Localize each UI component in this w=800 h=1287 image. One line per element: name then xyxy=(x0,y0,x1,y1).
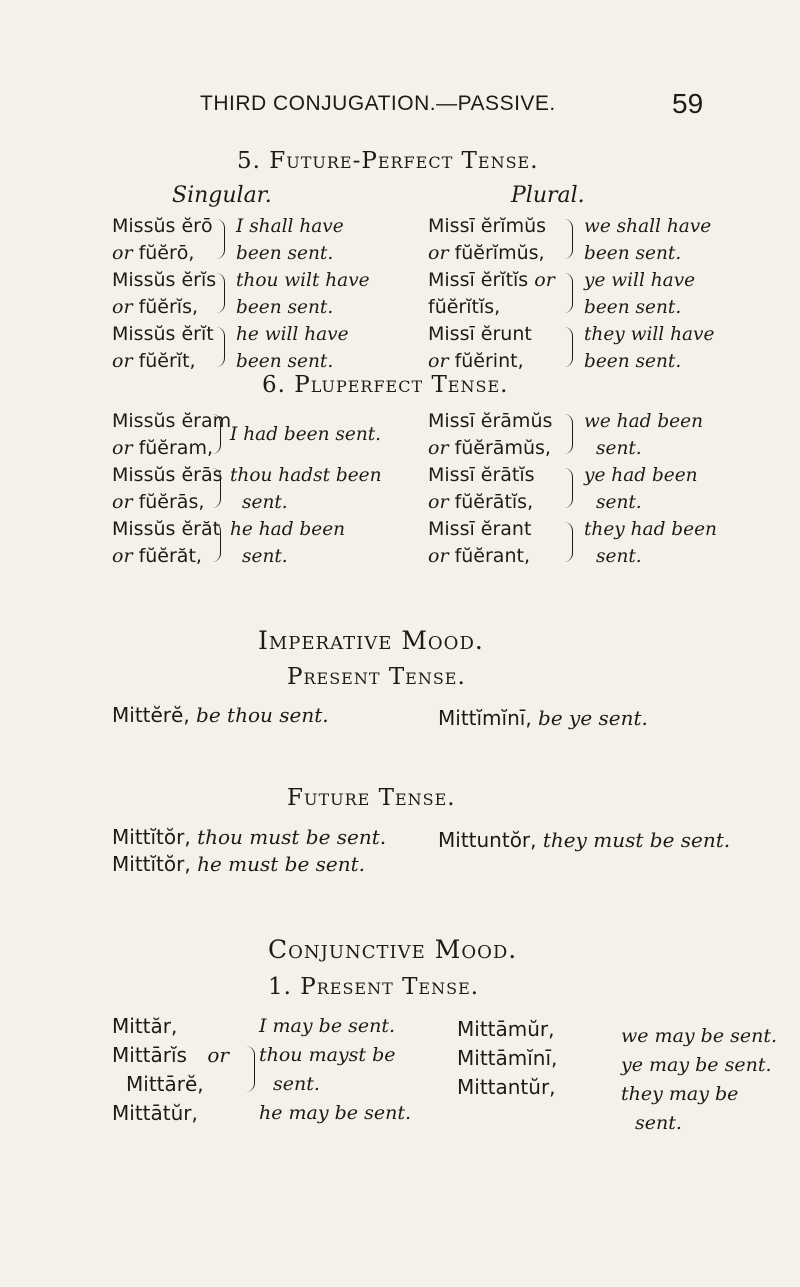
imperative-future-3pl: Mittuntŏr, they must be sent. xyxy=(438,828,731,852)
conjunctive-heading: Conjunctive Mood. xyxy=(268,935,518,964)
future-perfect-singular xyxy=(112,213,412,375)
future-perfect-plural xyxy=(428,213,728,375)
brace xyxy=(564,468,573,508)
paradigm-row: Missī ĕrunt or fŭĕrint, they will have been sent. xyxy=(428,323,715,372)
imperative-future-2sg: Mittĭtŏr, thou must be sent. xyxy=(112,825,387,849)
conjunctive-sing-english: I may be sent. thou mayst be sent. he may be sent. xyxy=(259,1015,411,1124)
conjunctive-present-heading: 1. Present Tense. xyxy=(268,974,480,1000)
imperative-present-plur: Mittĭmĭnī, be ye sent. xyxy=(438,706,648,730)
pluperfect-singular xyxy=(112,408,412,570)
brace xyxy=(564,219,573,259)
imperative-present-heading: Present Tense. xyxy=(287,664,466,690)
plural-label: Plural. xyxy=(511,183,585,208)
latin-form: Missŭs ĕrō xyxy=(112,215,213,237)
brace xyxy=(212,414,221,454)
imperative-present-sing: Mittĕrĕ, be thou sent. xyxy=(112,703,329,727)
paradigm-row: Missŭs ĕrō or fŭĕrō, I shall have been sent. xyxy=(112,215,344,264)
imperative-future-3sg: Mittĭtŏr, he must be sent. xyxy=(112,852,366,876)
running-head: THIRD CONJUGATION.—PASSIVE. xyxy=(200,92,556,115)
brace xyxy=(564,273,573,313)
brace xyxy=(246,1046,255,1092)
brace xyxy=(216,219,225,259)
paradigm-row: Missŭs ĕrĭt or fŭĕrĭt, he will have been sent. xyxy=(112,323,349,372)
future-perfect-heading: 5. Future-Perfect Tense. xyxy=(237,148,539,174)
conjunctive-plur-latin: Mittāmŭr, Mittāmĭnī, Mittantŭr, xyxy=(457,1017,558,1099)
brace xyxy=(216,273,225,313)
paradigm-row: Missŭs ĕram or fŭĕram, I had been sent. xyxy=(112,410,382,459)
brace xyxy=(212,522,221,562)
paradigm-row: Missī ĕrĭmŭs or fŭĕrĭmŭs, we shall have been sent. xyxy=(428,215,712,264)
paradigm-row: Missī ĕrāmŭs or fŭĕrāmŭs, we had been sent. xyxy=(428,410,703,459)
paradigm-row: Missŭs ĕrĭs or fŭĕrĭs, thou wilt have been sent. xyxy=(112,269,370,318)
brace xyxy=(212,468,221,508)
pluperfect-plural xyxy=(428,408,728,570)
brace xyxy=(564,522,573,562)
page-number: 59 xyxy=(672,88,704,119)
singular-label: Singular. xyxy=(172,183,272,208)
brace xyxy=(216,327,225,367)
paradigm-row: Missŭs ĕrăt or fŭĕrăt, he had been sent. xyxy=(112,518,346,567)
imperative-heading: Imperative Mood. xyxy=(258,626,484,655)
pluperfect-heading: 6. Pluperfect Tense. xyxy=(262,372,509,398)
conjunctive-plur-english: we may be sent. ye may be sent. they may be sent. xyxy=(621,1025,778,1134)
paradigm-row: Missŭs ĕrās or fŭĕrās, thou hadst been sent. xyxy=(112,464,382,513)
paradigm-row: Missī ĕrātĭs or fŭĕrātĭs, ye had been sent. xyxy=(428,464,698,513)
conjunctive-sing-latin: Mittăr, Mittārĭs or Mittārĕ, Mittātŭr, xyxy=(112,1014,229,1125)
latin-alt-form: fŭĕrō, xyxy=(138,242,195,264)
paradigm-row: Missī ĕrant or fŭĕrant, they had been sent. xyxy=(428,518,717,567)
brace xyxy=(564,414,573,454)
brace xyxy=(564,327,573,367)
imperative-future-heading: Future Tense. xyxy=(287,785,456,811)
paradigm-row: Missī ĕrĭtĭs or fŭĕrĭtĭs, ye will have been sent. xyxy=(428,269,696,318)
